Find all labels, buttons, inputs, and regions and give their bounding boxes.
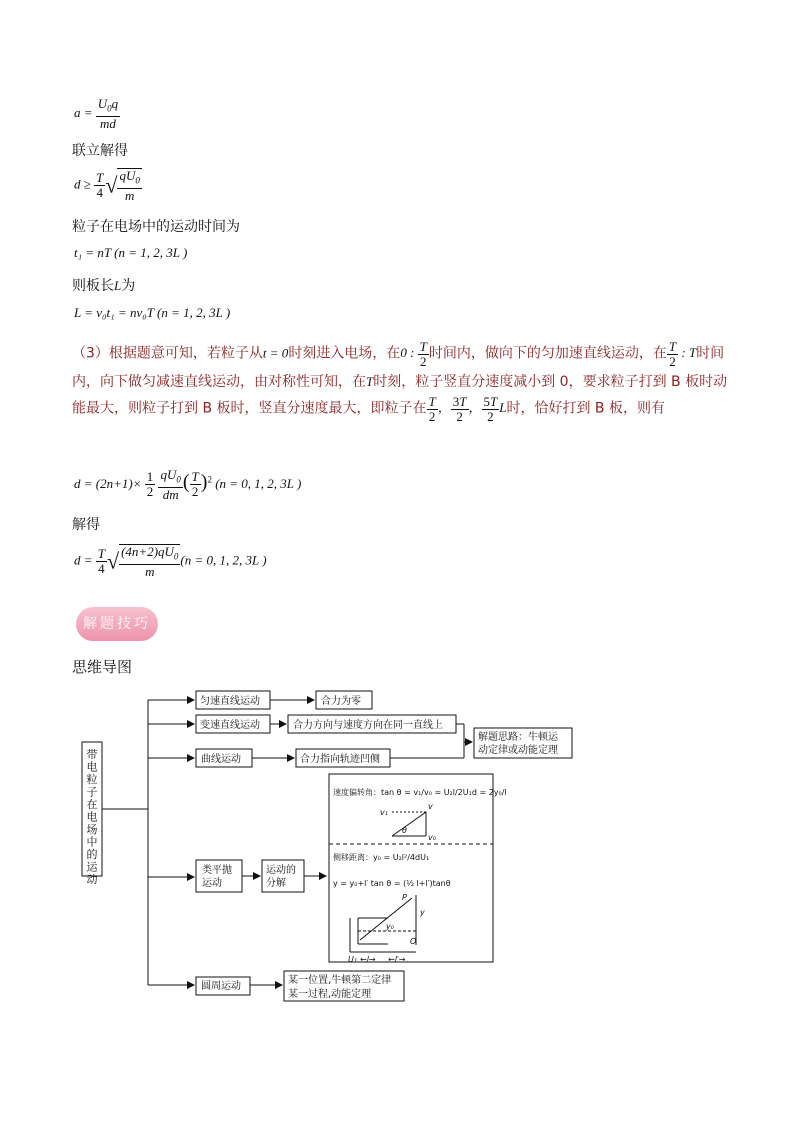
node-variable: 变速直线运动	[200, 720, 260, 731]
node-projectile-line2: 运动	[202, 878, 222, 889]
solving-tips-badge: 解题技巧	[76, 607, 158, 641]
node-circular: 圆周运动	[201, 981, 241, 992]
formula-L: L = v₀t₁ = nv₀T (n = 1, 2, 3L )	[74, 305, 231, 320]
svg-text:θ: θ	[402, 826, 407, 835]
formula-t1: t₁ = nT (n = 1, 2, 3L )	[74, 245, 188, 260]
summary-line1: 解题思路：牛顿运	[478, 732, 558, 743]
projectile-detail-box	[329, 774, 493, 962]
label-motion-time: 粒子在电场中的运动时间为	[72, 219, 240, 235]
node-decompose-line1: 运动的	[266, 865, 296, 876]
node-decompose-line2: 分解	[266, 878, 286, 889]
formula-d-equation: d = (2n+1)× $\frac{1}{2}$ $\frac{qU_0}{dm}$ ( $\frac{T}{2}$ )$^2$ (n = 0, 1, 2, 3L )	[74, 467, 302, 502]
node-circular-result-line2: 某一过程,动能定理	[288, 989, 372, 1000]
svg-text:O: O	[410, 937, 417, 946]
label-lianli: 联立解得	[72, 143, 128, 159]
node-projectile-line1: 类平抛	[202, 865, 232, 876]
side-shift-formula: 侧移距离：y₀ = U₂l²/4dU₁	[333, 853, 430, 862]
node-uniform: 匀速直线运动	[200, 696, 260, 707]
deflection-angle-formula: 速度偏转角：tan θ = v₁/v₀ = U₂l/2U₁d = 2y₀/l	[333, 788, 507, 797]
summary-line2: 动定律或动能定理	[478, 745, 558, 756]
mindmap-title: 思维导图	[72, 658, 133, 676]
svg-text:←l→: ←l→	[360, 955, 376, 964]
node-curve-result: 合力指向轨迹凹侧	[300, 754, 380, 765]
svg-text:←l′→: ←l′→	[388, 955, 406, 964]
mindmap-root: 带电粒子在电场中的运动	[86, 748, 98, 886]
node-curve: 曲线运动	[201, 754, 241, 765]
svg-text:v₀: v₀	[428, 833, 436, 842]
formula-acceleration: a = $\frac{U_0q}{md}$	[74, 96, 119, 131]
svg-text:v: v	[428, 802, 433, 811]
svg-text:y₀: y₀	[386, 922, 394, 931]
node-circular-result-line1: 某一位置,牛顿第二定律	[288, 975, 392, 986]
label-jiede: 解得	[72, 517, 100, 533]
node-variable-result: 合力方向与速度方向在同一直线上	[293, 720, 443, 731]
label-board-length: 则板长L为	[72, 278, 136, 294]
node-uniform-result: 合力为零	[321, 696, 361, 707]
part3-paragraph: （3）根据题意可知，若粒子从t = 0时刻进入电场，在0 : $\frac{T}{2}$ 时间内，做向下的匀加速直线运动，在 $\frac{T}{2}$ : T时间内，向下做匀减速直线运动，由对称性可知，在T时刻，粒子竖直分速度减小到 0，要求粒子打到 B 板时动能最大，则粒子打到 B 板时，竖直分速度最大，即粒子在 $\frac{T}{2}$ ， $\frac{3T}{2}$ ， $\frac{5T}{2}$ L时，恰好打到 B 板，则有	[72, 339, 728, 424]
svg-text:U₁: U₁	[348, 955, 358, 964]
svg-text:P: P	[402, 893, 407, 902]
formula-d-solution: d = $\frac{T}{4}$ √ $\frac{(4n+2)qU_0}{m}$ (n = 0, 1, 2, 3L )	[74, 544, 267, 579]
y-formula: y = y₀+l′ tan θ = (½ l+l′)tanθ	[333, 879, 451, 888]
svg-text:v₁: v₁	[380, 808, 388, 817]
formula-d-min: d ≥ $\frac{T}{4}$ √ $\frac{qU_0}{m}$	[74, 168, 140, 203]
svg-text:y: y	[420, 908, 425, 917]
